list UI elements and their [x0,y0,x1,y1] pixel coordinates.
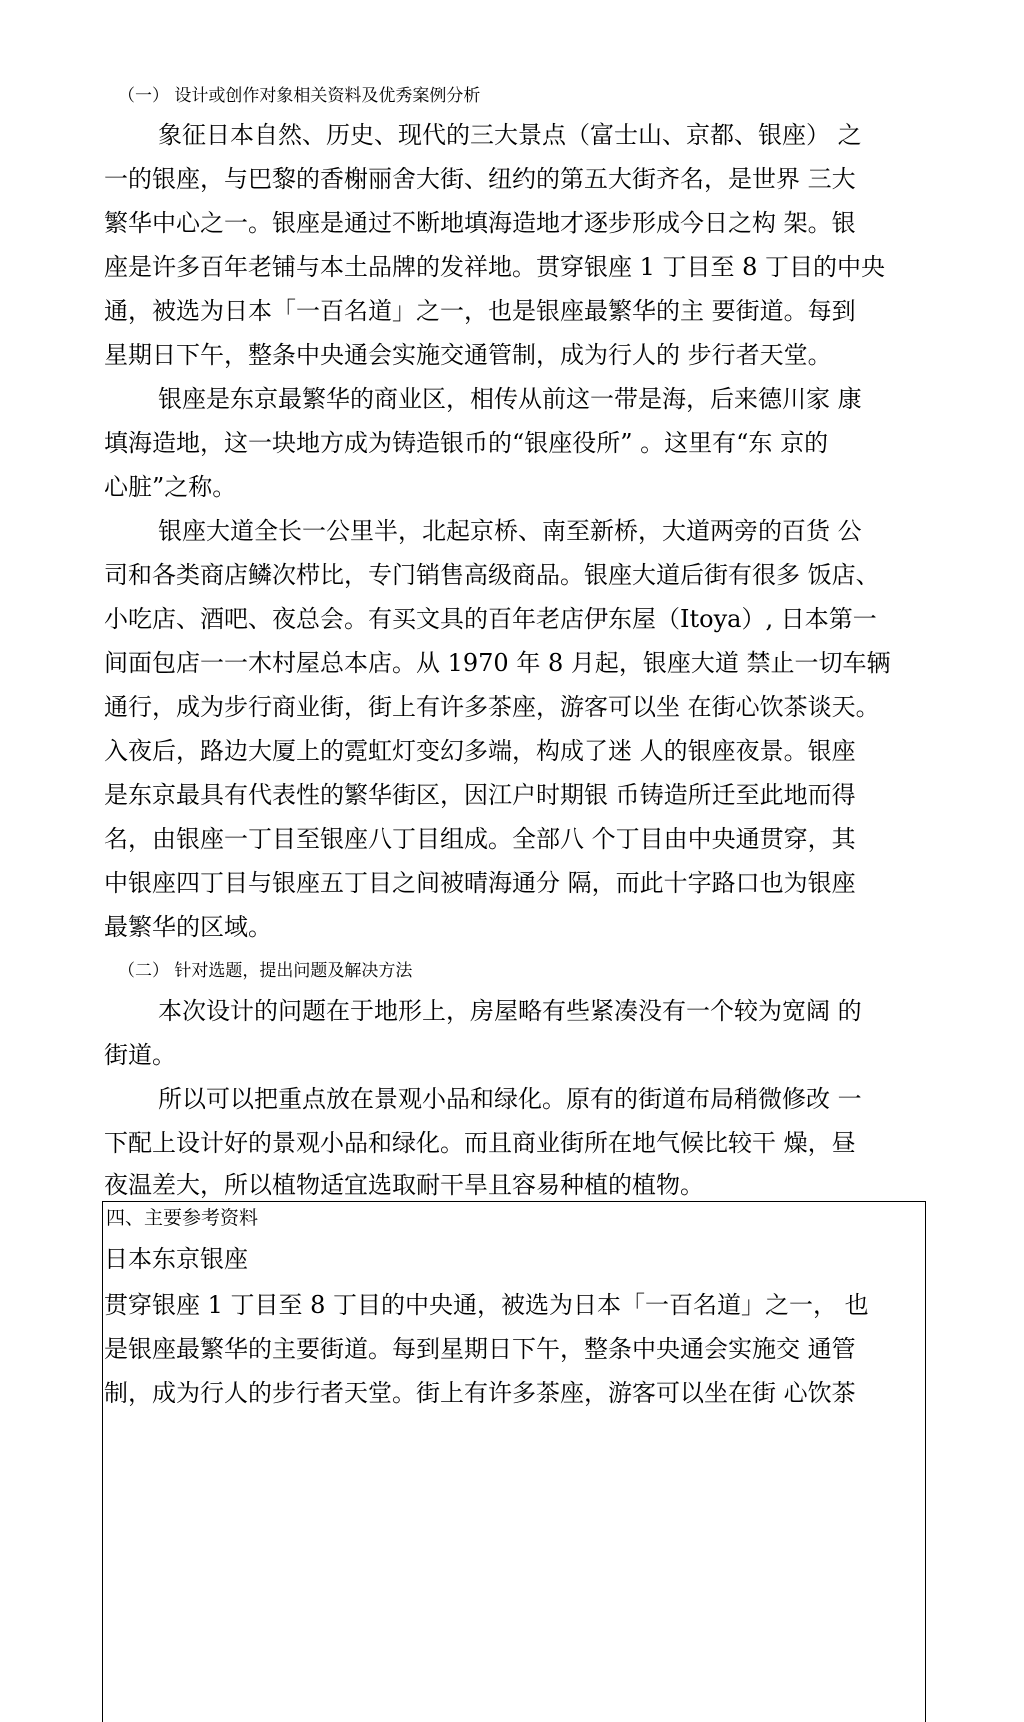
section-1-line: 中银座四丁目与银座五丁目之间被晴海通分 隔，而此十字路口也为银座 [104,869,856,897]
section-1-line: 是东京最具有代表性的繁华街区，因江户时期银 币铸造所迁至此地而得 [104,781,856,809]
section-2-line: 所以可以把重点放在景观小品和绿化。原有的街道布局稍微修改 一 [158,1085,862,1113]
reference-line: 制，成为行人的步行者天堂。街上有许多茶座，游客可以坐在街 心饮茶 [104,1379,856,1407]
section-1-line: 名，由银座一丁目至银座八丁目组成。全部八 个丁目由中央通贯穿，其 [104,825,856,853]
section-1-line: 银座大道全长一公里半，北起京桥、南至新桥，大道两旁的百货 公 [158,517,862,545]
reference-line: 是银座最繁华的主要街道。每到星期日下午，整条中央通会实施交 通管 [104,1335,856,1363]
section-1-line: 心脏”之称。 [104,473,237,501]
reference-line: 贯穿银座 1 丁目至 8 丁目的中央通，被选为日本「一百名道」之一， 也 [104,1291,869,1319]
section-2-line: 街道。 [104,1041,176,1069]
section-2-line: 夜温差大，所以植物适宜选取耐干旱且容易种植的植物。 [104,1171,704,1199]
section-1-line: 星期日下午，整条中央通会实施交通管制，成为行人的 步行者天堂。 [104,341,832,369]
section-1-line: 间面包店一一木村屋总本店。从 1970 年 8 月起，银座大道 禁止一切车辆 [104,649,891,677]
section-2-heading: （二） 针对选题，提出问题及解决方法 [118,961,413,981]
section-1-line: 一的银座，与巴黎的香榭丽舍大街、纽约的第五大街齐名，是世界 三大 [104,165,856,193]
references-box [102,1201,926,1722]
section-1-line: 填海造地，这一块地方成为铸造银币的“银座役所” 。这里有“东 京的 [104,429,829,457]
section-1-line: 小吃店、酒吧、夜总会。有买文具的百年老店伊东屋（Itoya）, 日本第一 [104,605,877,633]
section-1-line: 象征日本自然、历史、现代的三大景点（富士山、京都、银座） 之 [158,121,862,149]
section-1-line: 最繁华的区域。 [104,913,272,941]
section-1-line: 通，被选为日本「一百名道」之一，也是银座最繁华的主 要街道。每到 [104,297,856,325]
reference-line: 日本东京银座 [104,1245,248,1273]
section-2-line: 下配上设计好的景观小品和绿化。而且商业街所在地气候比较干 燥，昼 [104,1129,856,1157]
section-2-line: 本次设计的问题在于地形上，房屋略有些紧凑没有一个较为宽阔 的 [158,997,862,1025]
section-4-heading: 四、主要参考资料 [106,1207,259,1229]
section-1-heading: （一） 设计或创作对象相关资料及优秀案例分析 [118,86,481,106]
section-1-line: 司和各类商店鳞次栉比，专门销售高级商品。银座大道后街有很多 饭店、 [104,561,880,589]
section-1-line: 座是许多百年老铺与本土品牌的发祥地。贯穿银座 1 丁目至 8 丁目的中央 [104,253,886,281]
section-1-line: 繁华中心之一。银座是通过不断地填海造地才逐步形成今日之构 架。银 [104,209,856,237]
section-1-line: 通行，成为步行商业街，街上有许多茶座，游客可以坐 在街心饮茶谈天。 [104,693,880,721]
section-1-line: 银座是东京最繁华的商业区，相传从前这一带是海，后来德川家 康 [158,385,862,413]
section-1-line: 入夜后，路边大厦上的霓虹灯变幻多端，构成了迷 人的银座夜景。银座 [104,737,856,765]
